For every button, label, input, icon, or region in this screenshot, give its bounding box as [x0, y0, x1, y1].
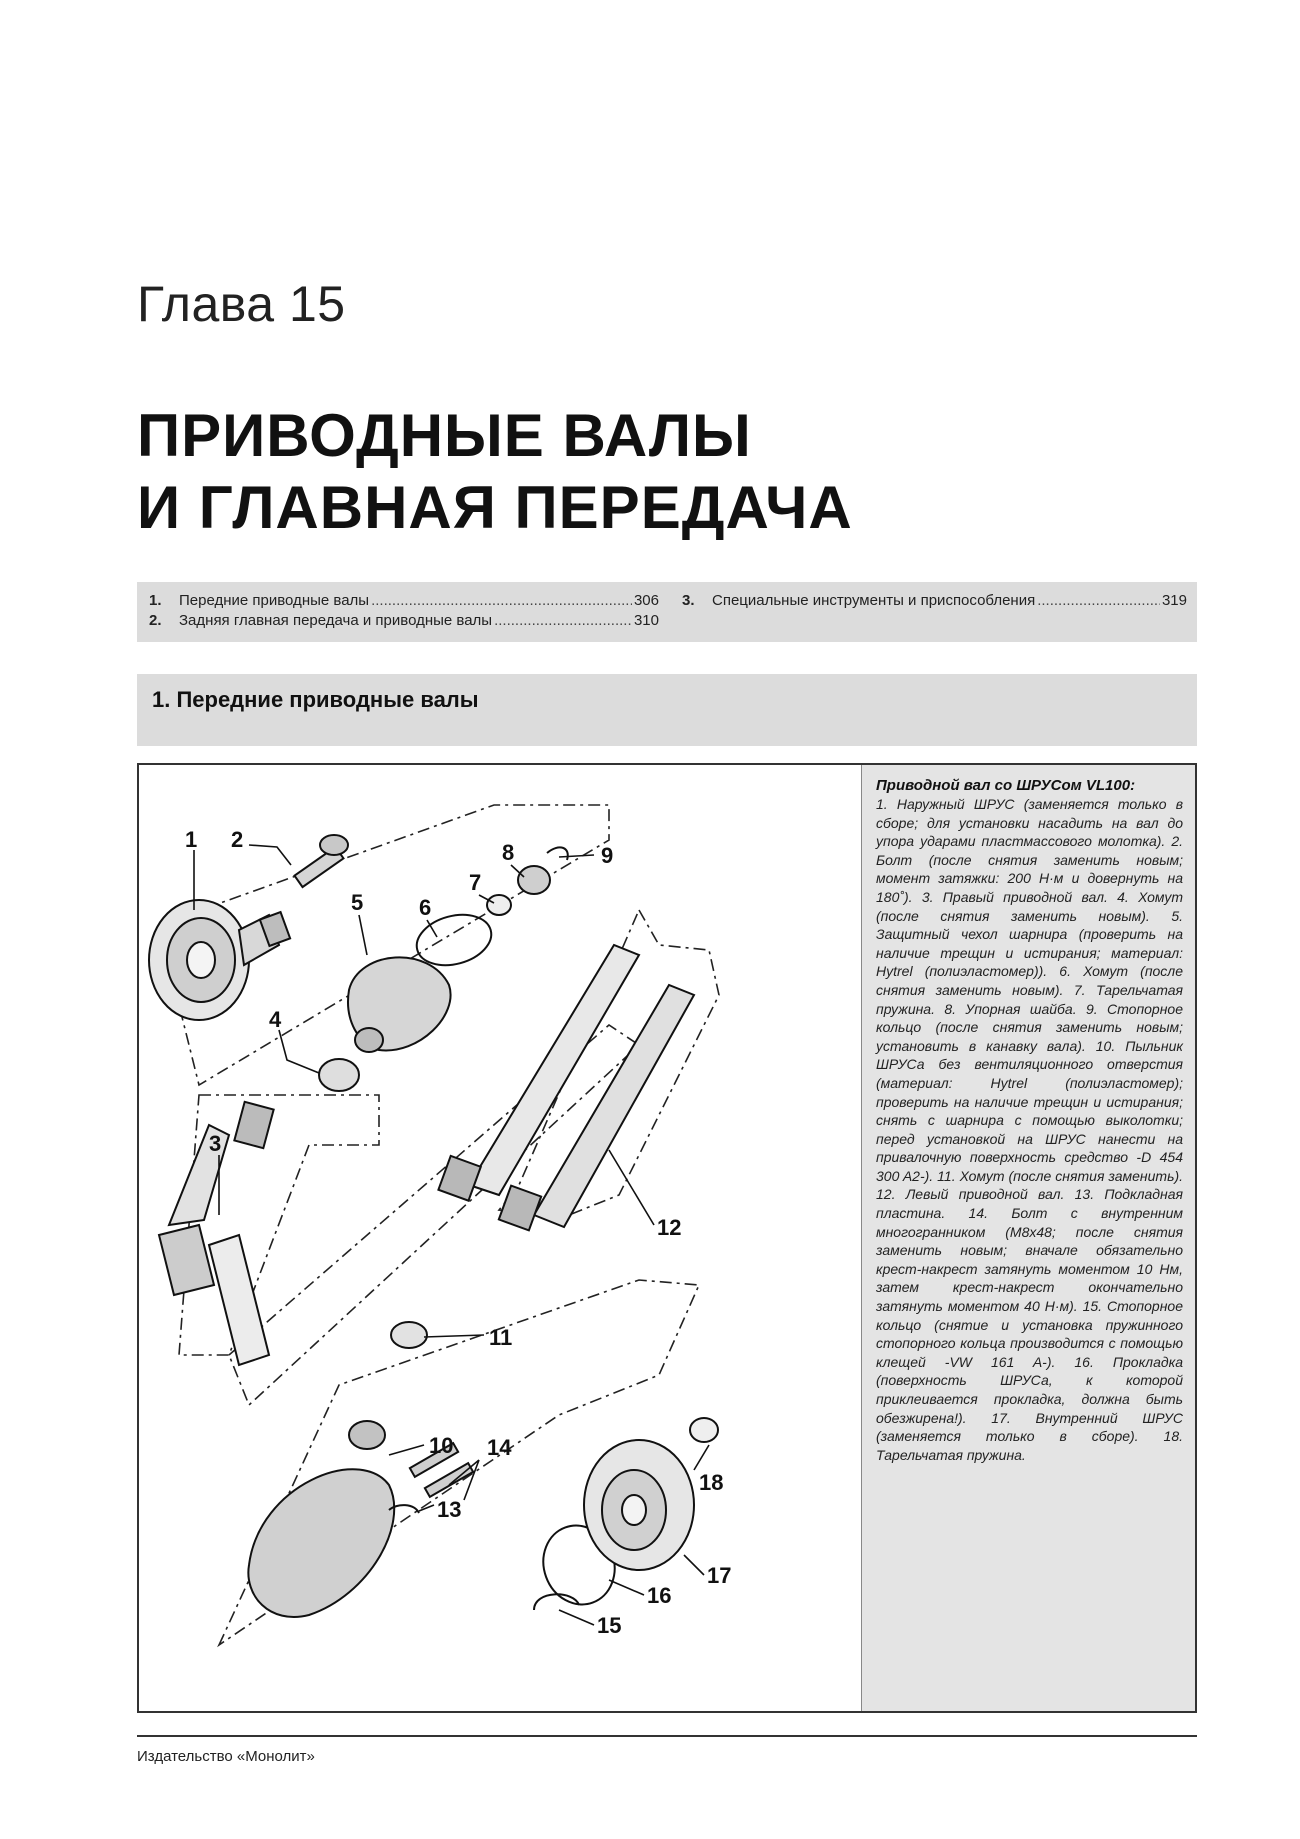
label-part-17: 17: [707, 1563, 732, 1588]
toc-entry-text: Передние приводные валы: [179, 592, 370, 609]
part-5-protective-boot: [348, 957, 451, 1052]
label-part-6: 6: [419, 895, 432, 920]
part-2-bolt: [295, 835, 348, 887]
toc-leader-dots: [1037, 592, 1160, 609]
label-part-16: 16: [647, 1583, 672, 1608]
chapter-title-line-1: ПРИВОДНЫЕ ВАЛЫ: [137, 402, 752, 469]
toc-column-left: [149, 592, 659, 632]
label-part-9: 9: [601, 843, 614, 868]
label-part-7: 7: [469, 870, 482, 895]
toc-entry-page: 310: [633, 612, 659, 629]
toc-leader-dots: [371, 592, 632, 609]
label-part-2: 2: [231, 827, 244, 852]
part-18-disc-spring: [690, 1418, 718, 1442]
section-header: [137, 674, 1197, 746]
toc-entry-page: 306: [633, 592, 659, 609]
group-outline-diagonal-band: [229, 1025, 639, 1405]
part-11-clamp: [391, 1322, 427, 1348]
part-12-left-drive-shaft: [438, 945, 694, 1230]
label-part-1: 1: [185, 827, 198, 852]
caption-body: 1. Наружный ШРУС (заменяется только в сборе; для установки насадить на вал до упора ударами пластмассового молотка). 2. Болт (после снятия заменить новым; момент затяжки: 200 Н·м и довернуть на 180˚). 3. Правый приводной вал. 4. Хомут (после снятия заменить новым). 5. Защитный чехол шарнира (проверить на наличие трещин и истирания; материал: Hytrel (полиэластомер)). 6. Хомут (после снятия заменить новым). 7. Тарельчатая пружина. 8. Упорная шайба. 9. Стопорное кольцо (после снятия заменить новым; установить в канавку вала). 10. Пыльник ШРУСа без вентиляционного отверстия (материал: Hytrel (полиэластомер); проверить на наличие трещин и истирания; снять с шарнира с помощью выколотки; перед установкой на ШРУС нанести на привалочную поверхность средство -D 454 300 A2-). 11. Хомут (после снятия заменить). 12. Левый приводной вал. 13. Подкладная пластина. 14. Болт с внутренним многогранником (M8x48; после снятия заменить новым; вначале обязательно крест-накрест затянуть моментом 10 Нм, затем крест-накрест окончательно затянуть моментом 40 Н·м). 15. Стопорное кольцо (снятие и установка пружинного стопорного кольца производится с помощью клещей -VW 161 A-). 16. Прокладка (поверхность ШРУСа, к которой приклеивается прокладка, должна быть обезжирена!). 17. Внутренний ШРУС (заменяется только в сборе). 18. Тарельчатая пружина.: [876, 796, 1183, 1463]
part-4-clamp: [319, 1059, 359, 1091]
label-part-18: 18: [699, 1470, 724, 1495]
part-8-thrust-washer: [518, 866, 550, 894]
label-part-13: 13: [437, 1497, 462, 1522]
label-part-3: 3: [209, 1131, 222, 1156]
toc-leader-dots: [494, 612, 632, 629]
caption-title: Приводной вал со ШРУСом VL100:: [876, 777, 1136, 794]
part-7-disc-spring: [487, 895, 511, 915]
label-part-10: 10: [429, 1433, 454, 1458]
chapter-title-line-2: И ГЛАВНАЯ ПЕРЕДАЧА: [137, 474, 853, 541]
toc-entry-text: Специальные инструменты и приспособления: [712, 592, 1036, 609]
toc-entry-number: 1.: [149, 592, 162, 609]
figure-caption-panel: [861, 765, 1195, 1711]
toc-entry-page: 319: [1161, 592, 1187, 609]
part-9-circlip: [547, 847, 568, 860]
toc-entry[interactable]: [682, 592, 1187, 612]
publisher-name: Издательство «Монолит»: [137, 1748, 315, 1765]
label-part-4: 4: [269, 1007, 282, 1032]
toc-column-right: [682, 592, 1187, 612]
table-of-contents: [137, 582, 1197, 642]
label-part-8: 8: [502, 840, 515, 865]
label-part-5: 5: [351, 890, 364, 915]
part-10-dust-boot: [248, 1421, 394, 1617]
chapter-label: Глава 15: [137, 276, 346, 332]
part-1-outer-cv-joint: [149, 900, 290, 1020]
toc-entry-number: 3.: [682, 592, 695, 609]
label-part-15: 15: [597, 1613, 622, 1638]
label-part-11: 11: [489, 1325, 513, 1350]
toc-entry[interactable]: [149, 592, 659, 612]
drive-shaft-exploded-diagram: [139, 765, 859, 1711]
section-title: 1. Передние приводные валы: [152, 687, 479, 712]
label-part-12: 12: [657, 1215, 682, 1240]
footer-divider: [137, 1735, 1197, 1737]
exploded-view-figure: [137, 763, 1197, 1713]
toc-entry-number: 2.: [149, 612, 162, 629]
label-part-14: 14: [487, 1435, 512, 1460]
toc-entry-text: Задняя главная передача и приводные валы: [179, 612, 493, 629]
chapter-title: [137, 400, 1137, 544]
part-17-inner-cv-joint: [584, 1440, 694, 1570]
toc-entry[interactable]: [149, 612, 659, 632]
